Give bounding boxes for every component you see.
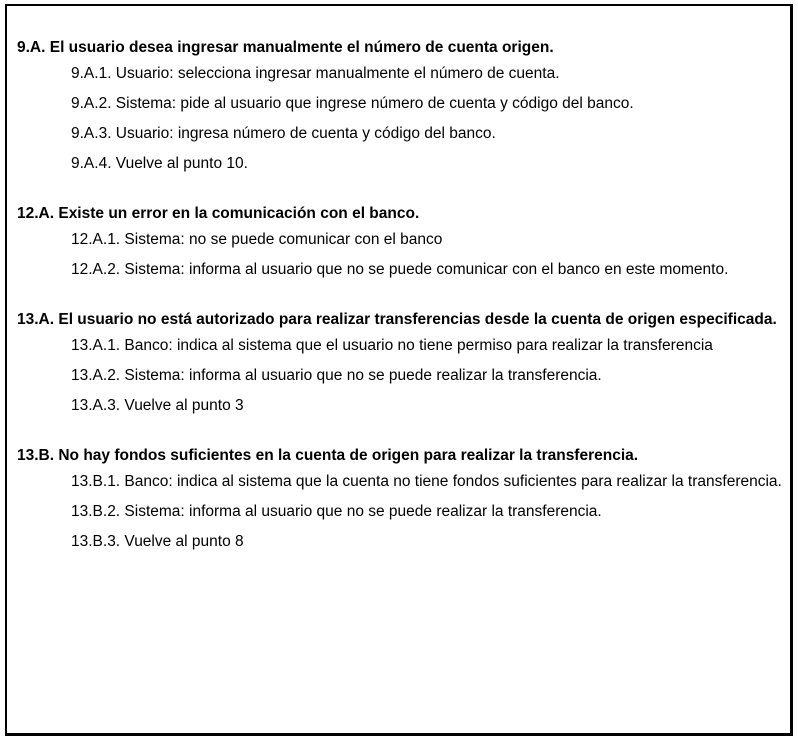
section-items: [17, 470, 787, 554]
section-13a: [17, 308, 787, 418]
section-heading: 13.A. El usuario no está autorizado para realizar transferencias desde la cuenta de origen especificada.: [17, 311, 777, 328]
section-heading: 9.A. El usuario desea ingresar manualmente el número de cuenta origen.: [17, 39, 554, 56]
list-item: 12.A.1. Sistema: no se puede comunicar con el banco: [71, 231, 443, 248]
list-item: 13.B.2. Sistema: informa al usuario que no se puede realizar la transferencia.: [71, 503, 602, 520]
section-13b: [17, 444, 787, 554]
section-items: [17, 334, 787, 418]
list-item: 12.A.2. Sistema: informa al usuario que no se puede comunicar con el banco en este momento.: [71, 261, 729, 278]
document-content: [17, 36, 787, 554]
list-item: 13.A.2. Sistema: informa al usuario que no se puede realizar la transferencia.: [71, 367, 602, 384]
list-item: 13.A.3. Vuelve al punto 3: [71, 397, 244, 414]
list-item: 9.A.1. Usuario: selecciona ingresar manualmente el número de cuenta.: [71, 65, 560, 82]
section-heading: 13.B. No hay fondos suficientes en la cuenta de origen para realizar la transferencia.: [17, 447, 639, 464]
list-item: 13.B.1. Banco: indica al sistema que la cuenta no tiene fondos suficientes para realizar la transferencia.: [71, 473, 782, 490]
list-item: 9.A.2. Sistema: pide al usuario que ingrese número de cuenta y código del banco.: [71, 95, 634, 112]
section-items: [17, 62, 787, 176]
list-item: 13.B.3. Vuelve al punto 8: [71, 533, 244, 550]
list-item: 9.A.4. Vuelve al punto 10.: [71, 155, 248, 172]
section-9a: [17, 36, 787, 176]
section-heading: 12.A. Existe un error en la comunicación con el banco.: [17, 205, 420, 222]
list-item: 13.A.1. Banco: indica al sistema que el usuario no tiene permiso para realizar la transferencia: [71, 337, 713, 354]
section-12a: [17, 202, 787, 282]
list-item: 9.A.3. Usuario: ingresa número de cuenta y código del banco.: [71, 125, 496, 142]
section-items: [17, 228, 787, 282]
